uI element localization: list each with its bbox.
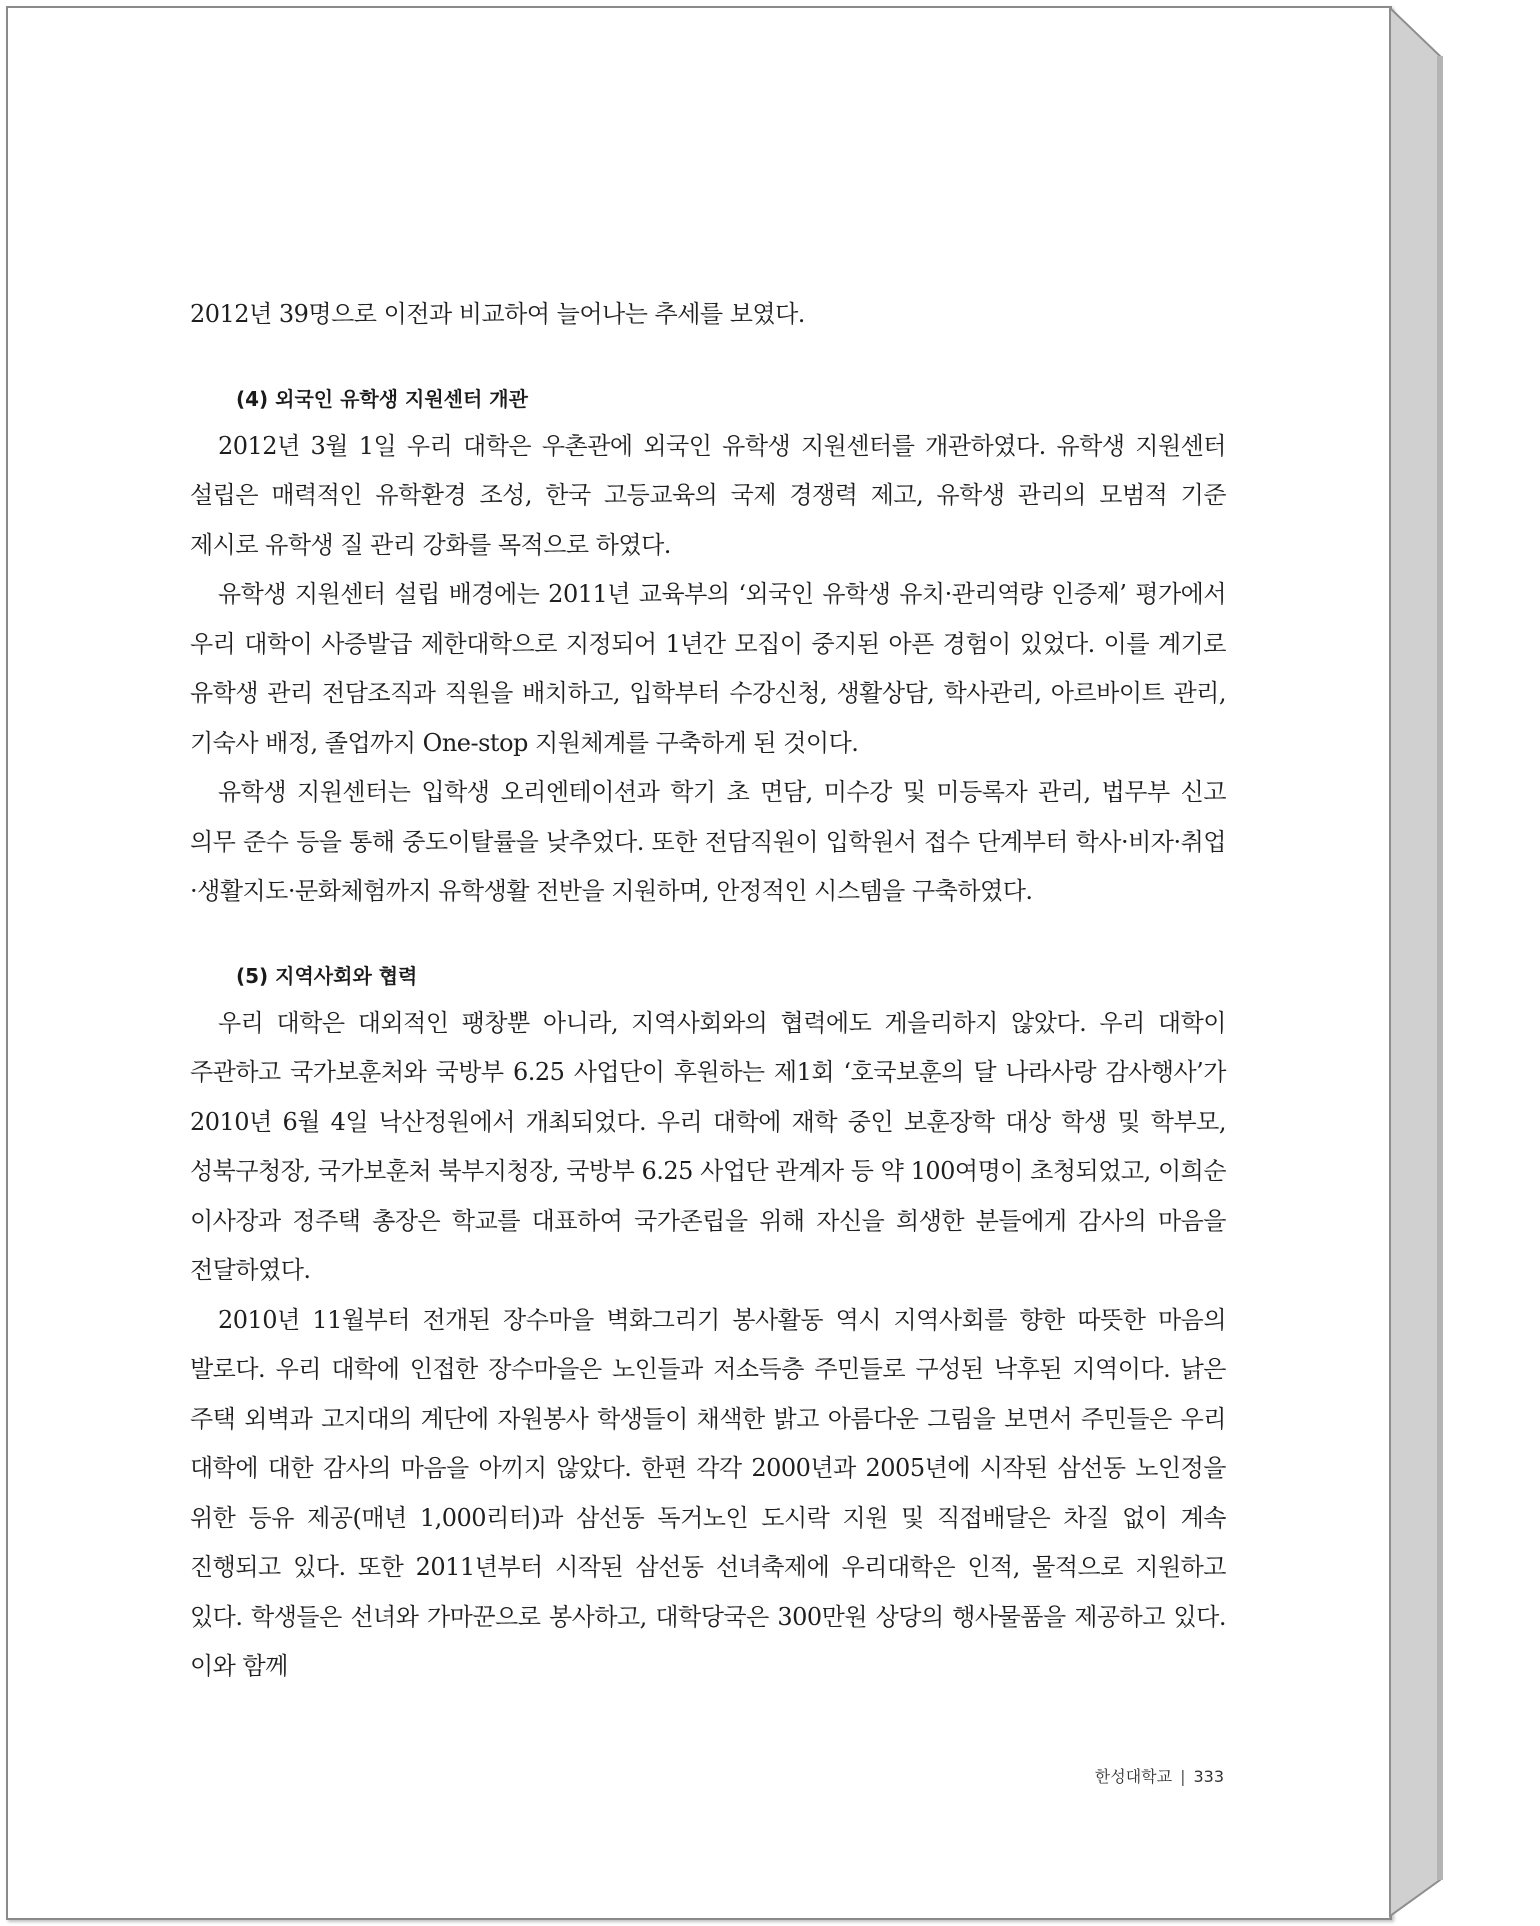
section4-paragraph-2: 유학생 지원센터 설립 배경에는 2011년 교육부의 ‘외국인 유학생 유치·관리역량 인증제’ 평가에서 우리 대학이 사증발급 제한대학으로 지정되어 1년간 모집이 중지된 아픈 경험이 있었다. 이를 계기로 유학생 관리 전담조직과 직원을 배치하고, 입학부터 수강신청, 생활상담, 학사관리, 아르바이트 관리, 기숙사 배정, 졸업까지 One-stop 지원체계를 구축하게 된 것이다. (190, 580, 1226, 757)
section-heading-4: (4) 외국인 유학생 지원센터 개관 (236, 386, 528, 411)
section-heading-5: (5) 지역사회와 협력 (236, 963, 418, 988)
page-edge-face (1390, 8, 1440, 1916)
page-number: 333 (1193, 1767, 1224, 1786)
opening-line: 2012년 39명으로 이전과 비교하여 늘어나는 추세를 보였다. (190, 300, 805, 328)
section5-paragraph-1: 우리 대학은 대외적인 팽창뿐 아니라, 지역사회와의 협력에도 게을리하지 않았다. 우리 대학이 주관하고 국가보훈처와 국방부 6.25 사업단이 후원하는 제1회 ‘호국보훈의 달 나라사랑 감사행사’가 2010년 6월 4일 낙산정원에서 개최되었다. 우리 대학에 재학 중인 보훈장학 대상 학생 및 학부모, 성북구청장, 국가보훈처 북부지청장, 국방부 6.25 사업단 관계자 등 약 100여명이 초청되었고, 이희순 이사장과 정주택 총장은 학교를 대표하여 국가존립을 위해 자신을 희생한 분들에게 감사의 마음을 전달하였다. (190, 1008, 1226, 1284)
publisher-name: 한성대학교 (1094, 1767, 1173, 1786)
section4-paragraph-1: 2012년 3월 1일 우리 대학은 우촌관에 외국인 유학생 지원센터를 개관하였다. 유학생 지원센터 설립은 매력적인 유학환경 조성, 한국 고등교육의 국제 경쟁력 제고, 유학생 관리의 모범적 기준 제시로 유학생 질 관리 강화를 목적으로 하였다. (190, 431, 1226, 559)
footer-separator: | (1180, 1767, 1186, 1786)
section5-paragraph-2: 2010년 11월부터 전개된 장수마을 벽화그리기 봉사활동 역시 지역사회를 향한 따뜻한 마음의 발로다. 우리 대학에 인접한 장수마을은 노인들과 저소득층 주민들로 구성된 낙후된 지역이다. 낡은 주택 외벽과 고지대의 계단에 자원봉사 학생들이 채색한 밝고 아름다운 그림을 보면서 주민들은 우리 대학에 대한 감사의 마음을 아끼지 않았다. 한편 각각 2000년과 2005년에 시작된 삼선동 노인정을 위한 등유 제공(매년 1,000리터)과 삼선동 독거노인 도시락 지원 및 직접배달은 차질 없이 계속 진행되고 있다. 또한 2011년부터 시작된 삼선동 선녀축제에 우리대학은 인적, 물적으로 지원하고 있다. 학생들은 선녀와 가마꾼으로 봉사하고, 대학당국은 300만원 상당의 행사물품을 제공하고 있다. 이와 함께 (190, 1305, 1226, 1680)
section4-paragraph-3: 유학생 지원센터는 입학생 오리엔테이션과 학기 초 면담, 미수강 및 미등록자 관리, 법무부 신고 의무 준수 등을 통해 중도이탈률을 낮추었다. 또한 전담직원이 입학원서 접수 단계부터 학사·비자·취업·생활지도·문화체험까지 유학생활 전반을 지원하며, 안정적인 시스템을 구축하였다. (190, 778, 1226, 905)
